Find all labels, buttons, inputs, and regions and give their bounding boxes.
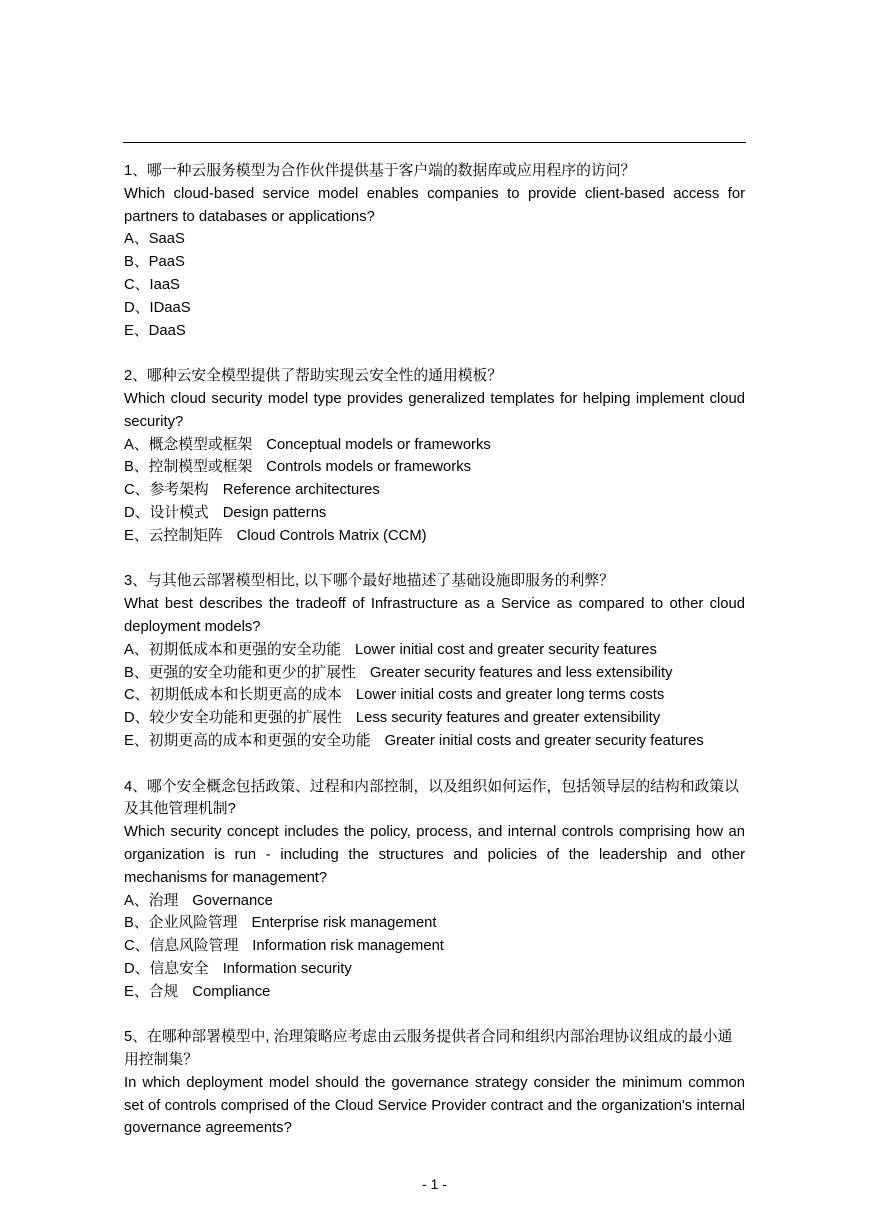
option-key: E、 [124, 732, 149, 749]
option-key: D、 [124, 504, 150, 521]
answer-option [124, 434, 745, 457]
option-text-zh: 信息风险管理 [149, 938, 239, 955]
option-key: C、 [124, 482, 150, 499]
question-text-zh: 5、在哪种部署模型中, 治理策略应考虑由云服务提供者合同和组织内部治理协议组成的最小通用控制集？ [124, 1029, 733, 1069]
option-text-en: Governance [192, 892, 273, 909]
question-text-zh: 1、哪一种云服务模型为合作伙伴提供基于客户端的数据库或应用程序的访问？ [124, 163, 636, 179]
option-key: E、 [124, 527, 149, 544]
page-number: - 1 - [422, 1176, 447, 1192]
question-text-zh: 4、哪个安全概念包括政策、过程和内部控制，以及组织如何运作，包括领导层的结构和政策以及其他管理机制? [124, 778, 739, 818]
question-text-en: Which security concept includes the policy, process, and internal controls comprising how an organization is run - including the structures and policies of the leadership and other mechanisms for management? [124, 824, 745, 886]
option-text-zh: 参考架构 [149, 482, 209, 499]
option-text-zh: IaaS [149, 276, 180, 293]
option-text-en: Information risk management [252, 938, 444, 955]
option-text-zh: 更强的安全功能和更少的扩展性 [148, 664, 356, 681]
answer-option [124, 320, 745, 343]
question-1 [124, 160, 745, 342]
answer-option [124, 935, 745, 958]
answer-option [124, 228, 745, 251]
option-text-zh: 初期更高的成本和更强的安全功能 [148, 732, 371, 749]
option-text-zh: 控制模型或框架 [148, 459, 253, 476]
answer-option [124, 662, 745, 685]
option-key: D、 [124, 710, 150, 727]
option-text-en: Less security features and greater extensibility [355, 710, 661, 727]
answer-option [124, 684, 745, 707]
option-text-zh: 云控制矩阵 [148, 527, 223, 544]
option-key: B、 [124, 254, 149, 271]
option-text-zh: 合规 [148, 983, 179, 1000]
question-text-en: Which cloud-based service model enables companies to provide client-based access for partners to databases or applications? [124, 185, 745, 225]
option-key: E、 [124, 322, 149, 339]
option-text-en: Cloud Controls Matrix (CCM) [236, 527, 427, 544]
option-text-en: Enterprise risk management [251, 915, 437, 932]
option-key: A、 [124, 231, 149, 248]
question-3 [124, 570, 745, 752]
option-text-zh: 信息安全 [149, 960, 209, 977]
option-text-zh: 较少安全功能和更强的扩展性 [149, 710, 342, 727]
answer-option [124, 297, 745, 320]
answer-option [124, 525, 745, 548]
option-key: A、 [124, 892, 149, 909]
option-key: C、 [124, 938, 150, 955]
question-list [124, 160, 745, 1163]
question-5 [124, 1026, 745, 1140]
answer-option [124, 502, 745, 525]
question-2 [124, 365, 745, 547]
option-key: D、 [124, 299, 150, 316]
option-text-en: Design patterns [222, 504, 327, 521]
question-text-en: What best describes the tradeoff of Infrastructure as a Service as compared to other cloud deployment models? [124, 596, 745, 635]
option-text-zh: IDaaS [149, 299, 191, 316]
answer-option [124, 479, 745, 502]
option-text-en: Conceptual models or frameworks [266, 436, 491, 453]
answer-option [124, 274, 745, 297]
question-text-en: Which cloud security model type provides generalized templates for helping implement cloud security? [124, 390, 745, 430]
option-text-en: Reference architectures [222, 482, 380, 499]
answer-option [124, 456, 745, 479]
option-text-en: Compliance [192, 983, 271, 1000]
question-text-zh: 2、哪种云安全模型提供了帮助实现云安全性的通用模板？ [124, 368, 503, 385]
option-text-en: Greater security features and less extensibility [369, 664, 673, 681]
question-text-en: In which deployment model should the governance strategy consider the minimum common set of controls comprised of the Cloud Service Provider contract and the organization's internal governance agreements? [124, 1074, 745, 1137]
option-key: D、 [124, 960, 150, 977]
answer-option [124, 639, 745, 662]
option-text-zh: 治理 [148, 892, 179, 909]
answer-option [124, 707, 745, 730]
option-key: B、 [124, 664, 149, 681]
option-text-zh: 设计模式 [149, 504, 209, 521]
option-key: A、 [124, 436, 149, 453]
option-text-en: Lower initial cost and greater security features [355, 641, 657, 658]
option-text-en: Lower initial costs and greater long terms costs [355, 687, 665, 704]
option-text-en: Controls models or frameworks [266, 459, 472, 476]
option-text-en: Greater initial costs and greater security features [384, 732, 704, 749]
option-key: C、 [124, 276, 150, 293]
question-text-zh: 3、与其他云部署模型相比, 以下哪个最好地描述了基础设施即服务的利弊？ [124, 573, 614, 590]
answer-option [124, 981, 745, 1004]
option-key: B、 [124, 459, 149, 476]
question-4 [124, 776, 745, 1004]
option-key: E、 [124, 983, 149, 1000]
option-text-zh: DaaS [148, 322, 186, 339]
answer-option [124, 890, 745, 913]
option-key: B、 [124, 915, 149, 932]
answer-option [124, 958, 745, 981]
option-text-zh: 初期低成本和更强的安全功能 [148, 641, 342, 658]
header-rule [123, 142, 746, 143]
answer-option [124, 912, 745, 935]
answer-option [124, 251, 745, 274]
option-key: C、 [124, 687, 150, 704]
option-key: A、 [124, 641, 149, 658]
option-text-zh: SaaS [148, 231, 185, 248]
option-text-zh: 企业风险管理 [148, 915, 238, 932]
option-text-zh: 初期低成本和长期更高的成本 [149, 687, 342, 704]
option-text-zh: 概念模型或框架 [148, 436, 253, 453]
option-text-en: Information security [222, 960, 352, 977]
answer-option [124, 730, 745, 753]
option-text-zh: PaaS [148, 254, 185, 271]
